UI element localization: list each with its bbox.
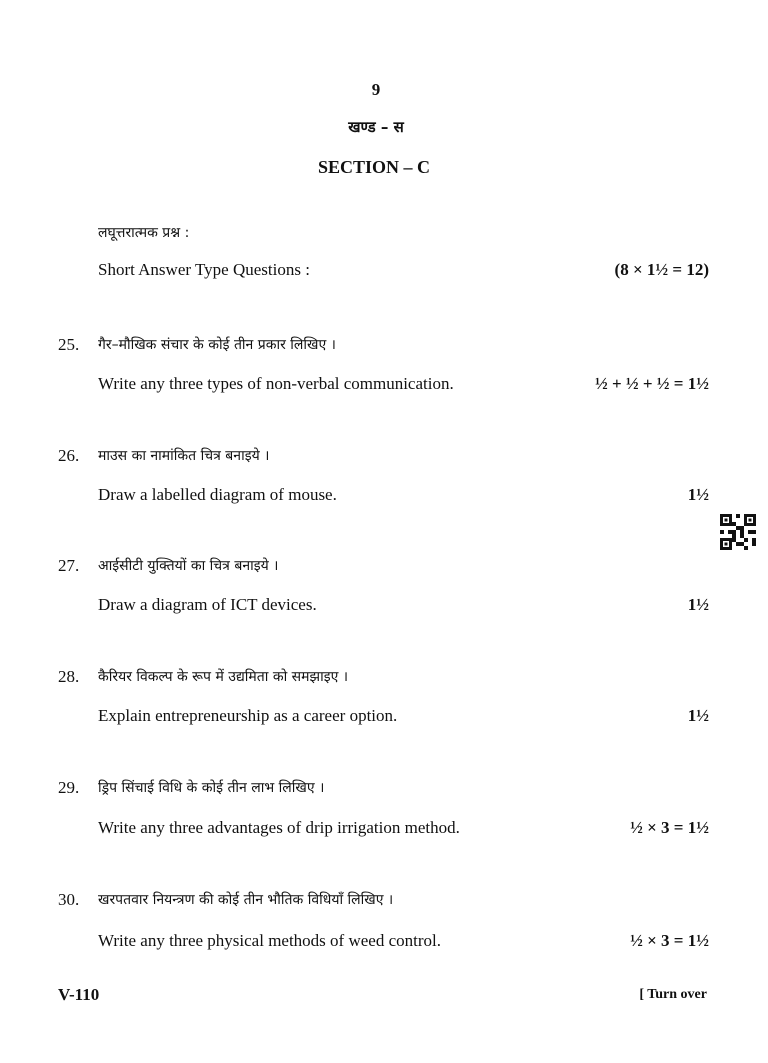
- instruction-hindi: लघूत्तरात्मक प्रश्न :: [98, 225, 190, 241]
- question-text-english: Write any three types of non-verbal communication.: [98, 374, 454, 393]
- question-text-english: Draw a diagram of ICT devices.: [98, 595, 317, 614]
- qr-code-icon: [720, 514, 756, 550]
- question-number: 26.: [58, 446, 80, 465]
- section-title-hindi: खण्ड – स: [348, 118, 404, 136]
- question-marks: ½ + ½ + ½ = 1½: [594, 374, 709, 393]
- question-number: 28.: [58, 667, 80, 686]
- question-marks: 1½: [687, 706, 709, 725]
- question-number: 25.: [58, 335, 80, 354]
- question-text-hindi: कैरियर विकल्प के रूप में उद्यमिता को समझाइए ।: [98, 669, 349, 685]
- section-title-english: SECTION – C: [317, 157, 431, 177]
- question-text-hindi: ड्रिप सिंचाई विधि के कोई तीन लाभ लिखिए ।: [98, 780, 325, 796]
- question-marks: 1½: [687, 485, 709, 504]
- footer-code: V-110: [58, 985, 100, 1004]
- question-text-english: Draw a labelled diagram of mouse.: [98, 485, 337, 504]
- page-number: 9: [371, 80, 381, 99]
- question-marks: ½ × 3 = 1½: [630, 818, 709, 837]
- question-text-hindi: गैर–मौखिक संचार के कोई तीन प्रकार लिखिए ।: [98, 337, 336, 353]
- question-number: 30.: [58, 890, 80, 909]
- question-text-hindi: माउस का नामांकित चित्र बनाइये ।: [98, 448, 270, 464]
- question-text-english: Explain entrepreneurship as a career option.: [98, 706, 398, 725]
- question-marks: 1½: [687, 595, 709, 614]
- question-number: 27.: [58, 556, 80, 575]
- question-text-english: Write any three advantages of drip irrigation method.: [98, 818, 460, 837]
- question-marks: ½ × 3 = 1½: [630, 931, 709, 950]
- footer-turn-over: [ Turn over: [639, 987, 707, 1002]
- instruction-marks: (8 × 1½ = 12): [614, 260, 709, 279]
- question-number: 29.: [58, 778, 80, 797]
- instruction-english: Short Answer Type Questions :: [98, 260, 310, 279]
- question-text-hindi: खरपतवार नियन्त्रण की कोई तीन भौतिक विधियाँ लिखिए ।: [98, 892, 394, 908]
- question-text-english: Write any three physical methods of weed control.: [98, 931, 441, 950]
- question-text-hindi: आईसीटी युक्तियों का चित्र बनाइये ।: [98, 558, 279, 574]
